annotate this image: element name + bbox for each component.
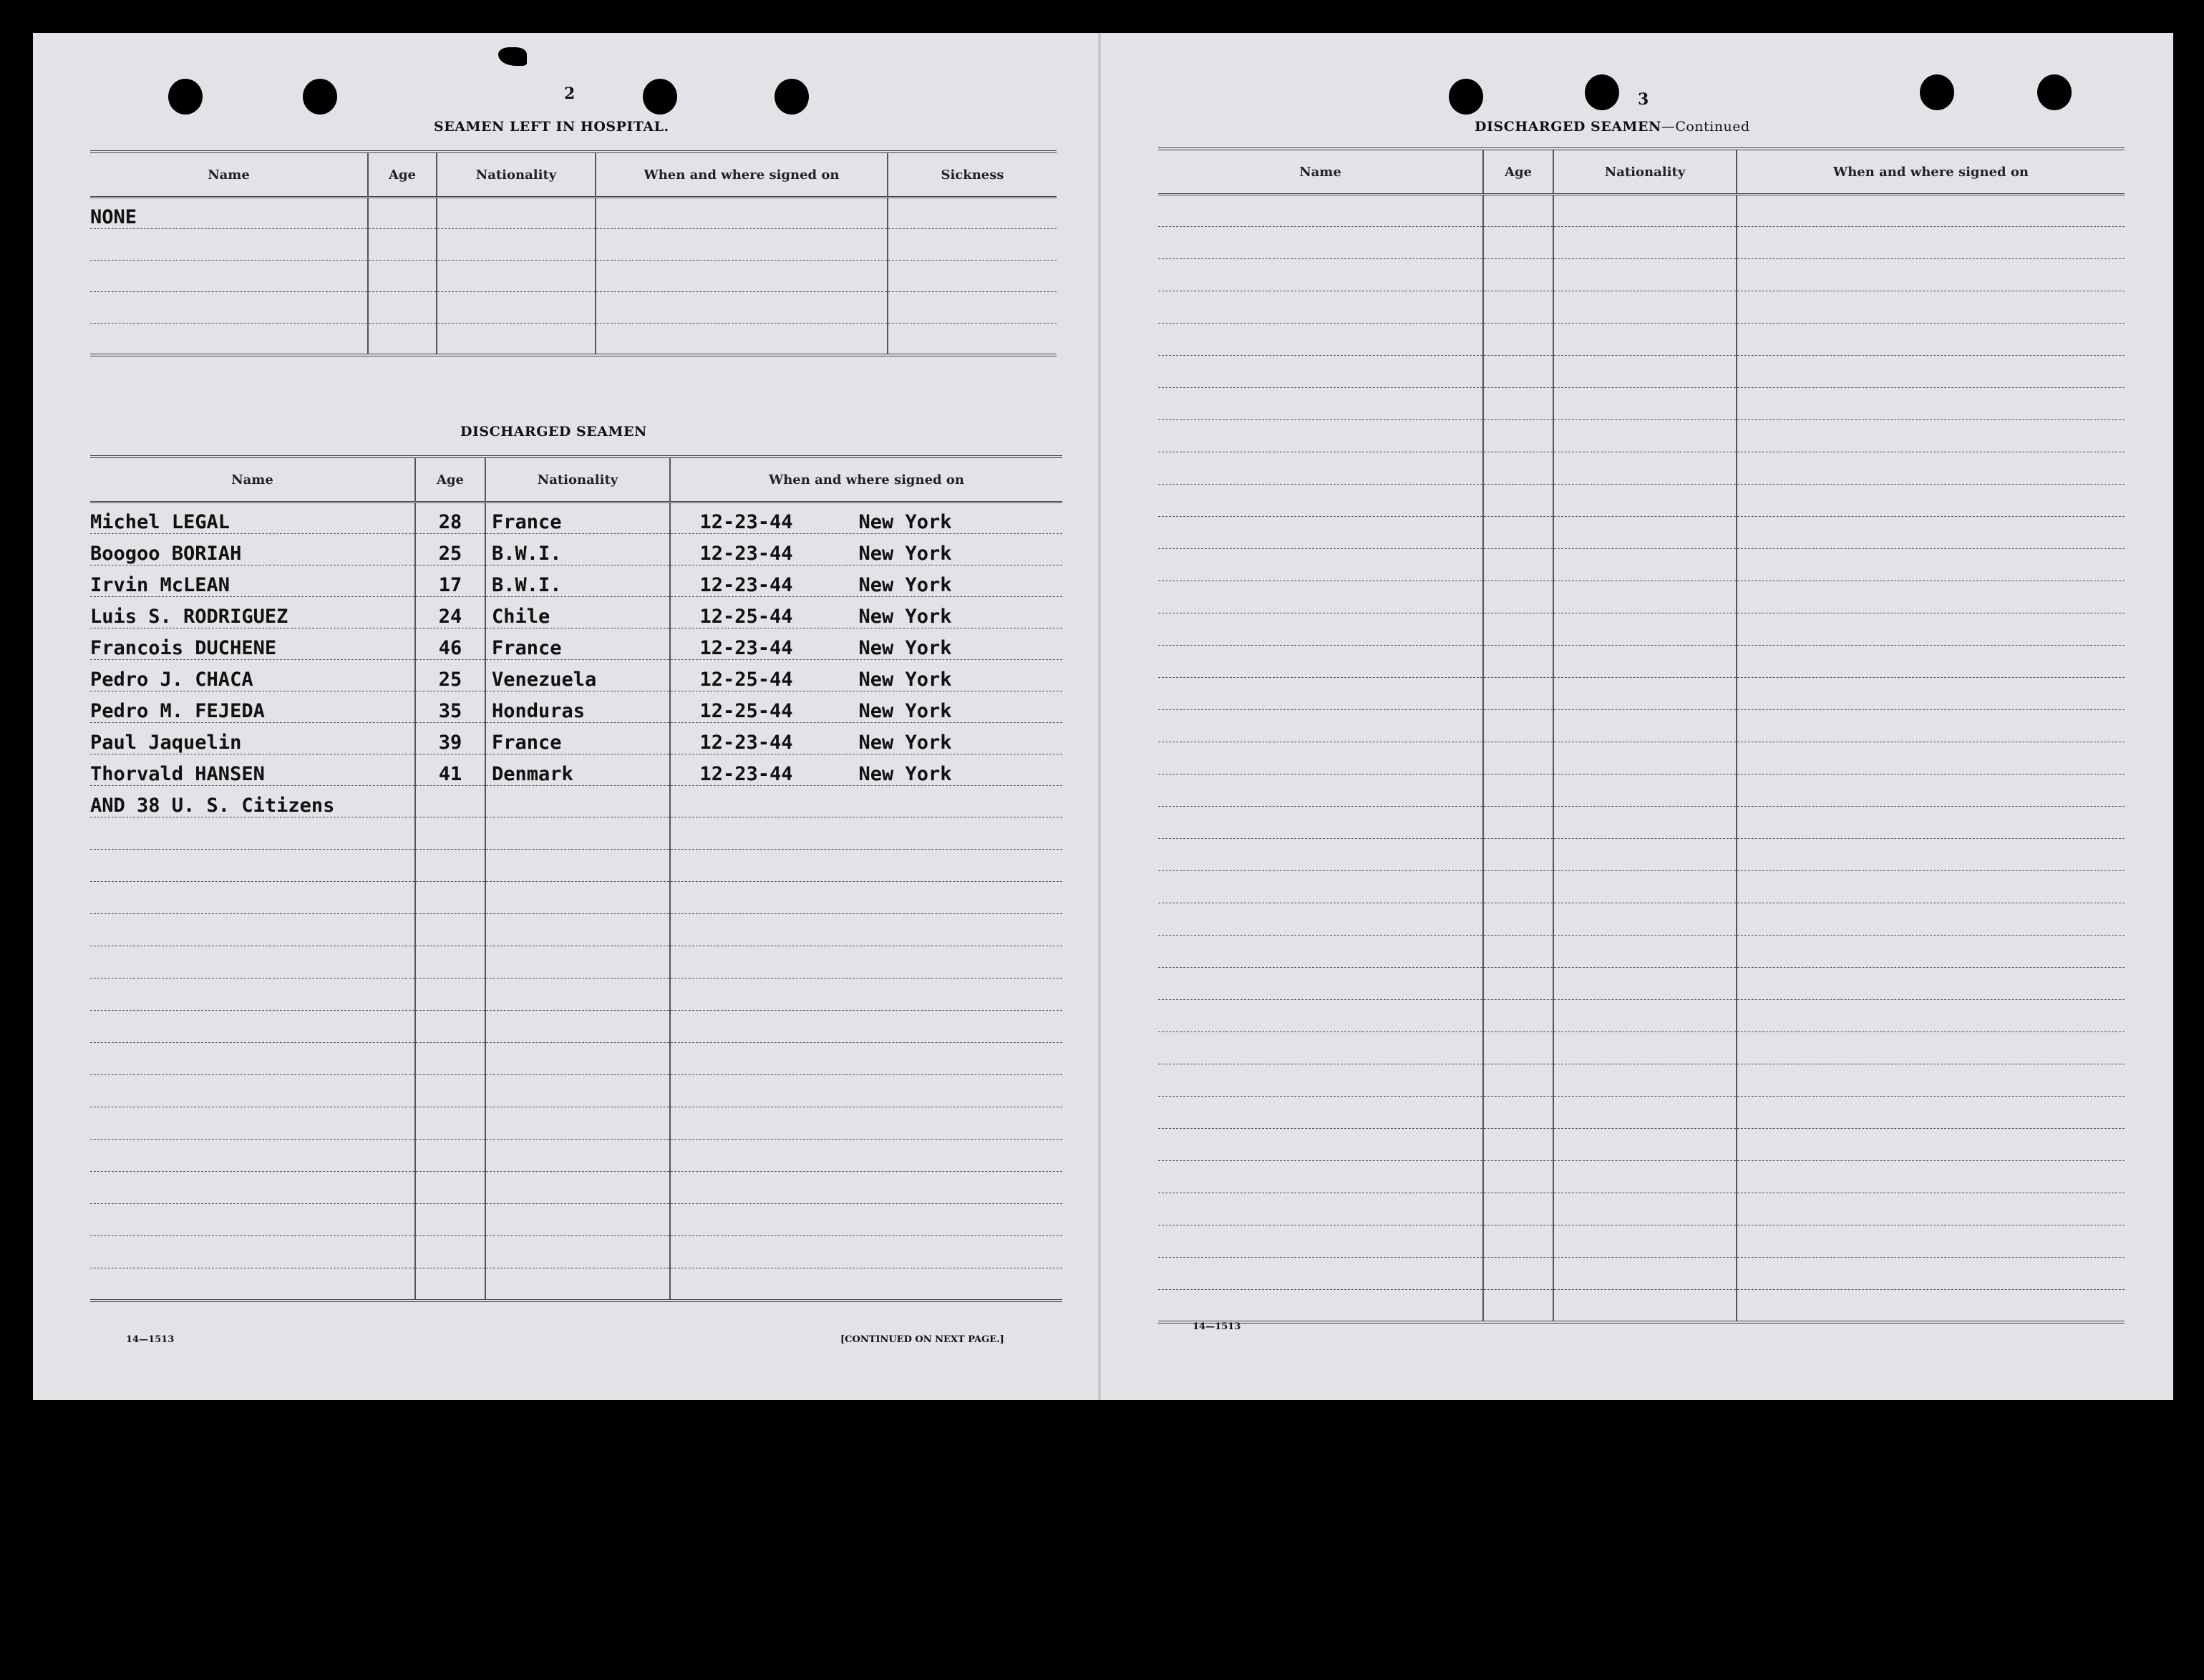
citizens-summary: AND 38 U. S. Citizens [90, 786, 415, 817]
punch-hole [1585, 74, 1619, 110]
table-header-row [90, 152, 1057, 198]
table-row [90, 850, 1062, 882]
table-row [1158, 227, 2125, 259]
table-row [1158, 581, 2125, 613]
seaman-name: Luis S. RODRIGUEZ [90, 597, 415, 628]
signed-on-date: 12-23-44 [699, 574, 793, 596]
signed-on-place: New York [858, 511, 952, 533]
document-sheet [33, 33, 2173, 1400]
column-header: Nationality [1553, 149, 1737, 195]
table-row [90, 1236, 1062, 1268]
hospital-note: NONE [90, 198, 368, 229]
signed-on [670, 754, 1062, 786]
table-row [90, 1011, 1062, 1043]
table-row [1158, 839, 2125, 871]
seaman-age: 46 [415, 628, 485, 660]
seaman-age: 41 [415, 754, 485, 786]
seaman-nationality: B.W.I. [485, 565, 670, 597]
table-row [1158, 775, 2125, 807]
page-fold [1098, 33, 1101, 1400]
signed-on [670, 534, 1062, 565]
punch-hole [1449, 79, 1483, 115]
seaman-nationality: France [485, 502, 670, 534]
column-header: Age [415, 457, 485, 502]
column-header: Name [1158, 149, 1483, 195]
table-row [90, 1043, 1062, 1075]
table-row [90, 1075, 1062, 1107]
table-row [90, 660, 1062, 691]
table-row [1158, 613, 2125, 646]
table-row [1158, 1000, 2125, 1032]
signed-on-place: New York [858, 574, 952, 596]
table-row [90, 691, 1062, 723]
table-row [1158, 968, 2125, 1000]
table-row [90, 1172, 1062, 1204]
signed-on [670, 502, 1062, 534]
signed-on [670, 597, 1062, 628]
table-header-row [90, 457, 1062, 502]
punch-hole [1920, 74, 1954, 110]
punch-hole [2037, 74, 2072, 110]
table-row [1158, 388, 2125, 420]
table-row [90, 597, 1062, 628]
discharged-continued-table [1158, 147, 2125, 1324]
column-header: Age [368, 152, 437, 198]
table-row [1158, 1064, 2125, 1097]
table-row [1158, 485, 2125, 517]
title-main: DISCHARGED SEAMEN [1475, 119, 1661, 135]
table-row [1158, 1032, 2125, 1064]
table-row [90, 1268, 1062, 1301]
seaman-name: Francois DUCHENE [90, 628, 415, 660]
seaman-nationality: Denmark [485, 754, 670, 786]
table-row [90, 229, 1057, 261]
signed-on-date: 12-25-44 [699, 606, 793, 628]
seaman-age: 24 [415, 597, 485, 628]
column-header: Nationality [485, 457, 670, 502]
table-row [1158, 871, 2125, 903]
table-row [1158, 903, 2125, 936]
table-row [90, 723, 1062, 754]
seaman-age: 25 [415, 660, 485, 691]
column-header: Sickness [888, 152, 1057, 198]
seaman-nationality: France [485, 628, 670, 660]
signed-on-date: 12-25-44 [699, 700, 793, 722]
page-number: 3 [1638, 90, 1649, 109]
table-row [1158, 1290, 2125, 1322]
table-row [1158, 452, 2125, 485]
column-header: Age [1483, 149, 1553, 195]
seaman-age: 28 [415, 502, 485, 534]
table-row [1158, 1097, 2125, 1129]
title-suffix: —Continued [1661, 119, 1750, 135]
table-row [90, 786, 1062, 817]
table-row [1158, 807, 2125, 839]
form-code: 14—1513 [126, 1334, 175, 1345]
table-row [90, 882, 1062, 914]
table-row [90, 565, 1062, 597]
table-row [90, 754, 1062, 786]
punch-hole [775, 79, 809, 115]
table-row [1158, 646, 2125, 678]
discharged-continued-title [1475, 119, 1750, 135]
table-row [1158, 420, 2125, 452]
signed-on [670, 723, 1062, 754]
seaman-name: Pedro J. CHACA [90, 660, 415, 691]
signed-on-date: 12-23-44 [699, 543, 793, 565]
table-row [1158, 1258, 2125, 1290]
table-row [1158, 1161, 2125, 1193]
signed-on-place: New York [858, 700, 952, 722]
hospital-table [90, 150, 1057, 356]
column-header: Nationality [437, 152, 596, 198]
table-row [90, 324, 1057, 355]
table-row [1158, 678, 2125, 710]
seaman-age: 17 [415, 565, 485, 597]
table-row [90, 946, 1062, 979]
seaman-name: Boogoo BORIAH [90, 534, 415, 565]
table-row [1158, 549, 2125, 581]
table-row [1158, 291, 2125, 324]
table-row [1158, 356, 2125, 388]
signed-on-date: 12-23-44 [699, 511, 793, 533]
table-row [1158, 324, 2125, 356]
seaman-age: 35 [415, 691, 485, 723]
page-number: 2 [564, 84, 576, 103]
table-header-row [1158, 149, 2125, 195]
table-row [1158, 259, 2125, 291]
signed-on [670, 565, 1062, 597]
seaman-age: 39 [415, 723, 485, 754]
signed-on-date: 12-25-44 [699, 669, 793, 691]
seaman-name: Irvin McLEAN [90, 565, 415, 597]
signed-on [670, 628, 1062, 660]
punch-hole [643, 79, 677, 115]
seaman-nationality: Honduras [485, 691, 670, 723]
table-row [90, 198, 1057, 229]
form-code: 14—1513 [1193, 1321, 1241, 1332]
signed-on-place: New York [858, 543, 952, 565]
signed-on [670, 660, 1062, 691]
table-row [90, 1140, 1062, 1172]
column-header: Name [90, 457, 415, 502]
table-row [90, 979, 1062, 1011]
column-header: Name [90, 152, 368, 198]
column-header: When and where signed on [596, 152, 888, 198]
table-row [90, 1204, 1062, 1236]
seaman-name: Michel LEGAL [90, 502, 415, 534]
table-row [90, 502, 1062, 534]
seaman-nationality: Venezuela [485, 660, 670, 691]
signed-on-place: New York [858, 669, 952, 691]
seaman-name: Pedro M. FEJEDA [90, 691, 415, 723]
signed-on-date: 12-23-44 [699, 637, 793, 659]
table-row [90, 1107, 1062, 1140]
discharged-section-title: DISCHARGED SEAMEN [460, 424, 647, 440]
table-row [90, 817, 1062, 850]
discharged-table [90, 455, 1062, 1302]
signed-on-place: New York [858, 732, 952, 754]
table-row [1158, 1129, 2125, 1161]
table-row [90, 261, 1057, 292]
punch-hole [303, 79, 337, 115]
column-header: When and where signed on [670, 457, 1062, 502]
table-row [1158, 742, 2125, 775]
seaman-nationality: Chile [485, 597, 670, 628]
table-row [1158, 195, 2125, 227]
table-row [90, 628, 1062, 660]
signed-on-place: New York [858, 763, 952, 785]
punch-hole [168, 79, 203, 115]
torn-mark [498, 47, 527, 66]
table-row [90, 292, 1057, 324]
table-row [90, 534, 1062, 565]
table-row [1158, 1225, 2125, 1258]
seaman-nationality: France [485, 723, 670, 754]
column-header: When and where signed on [1737, 149, 2125, 195]
table-row [1158, 710, 2125, 742]
table-row [1158, 1193, 2125, 1225]
seaman-name: Thorvald HANSEN [90, 754, 415, 786]
continued-note: [CONTINUED ON NEXT PAGE.] [840, 1334, 1004, 1345]
table-row [1158, 936, 2125, 968]
table-row [90, 914, 1062, 946]
table-row [1158, 517, 2125, 549]
signed-on [670, 691, 1062, 723]
signed-on-place: New York [858, 606, 952, 628]
signed-on-date: 12-23-44 [699, 763, 793, 785]
signed-on-date: 12-23-44 [699, 732, 793, 754]
signed-on-place: New York [858, 637, 952, 659]
seaman-name: Paul Jaquelin [90, 723, 415, 754]
seaman-age: 25 [415, 534, 485, 565]
hospital-section-title: SEAMEN LEFT IN HOSPITAL. [434, 119, 669, 135]
seaman-nationality: B.W.I. [485, 534, 670, 565]
